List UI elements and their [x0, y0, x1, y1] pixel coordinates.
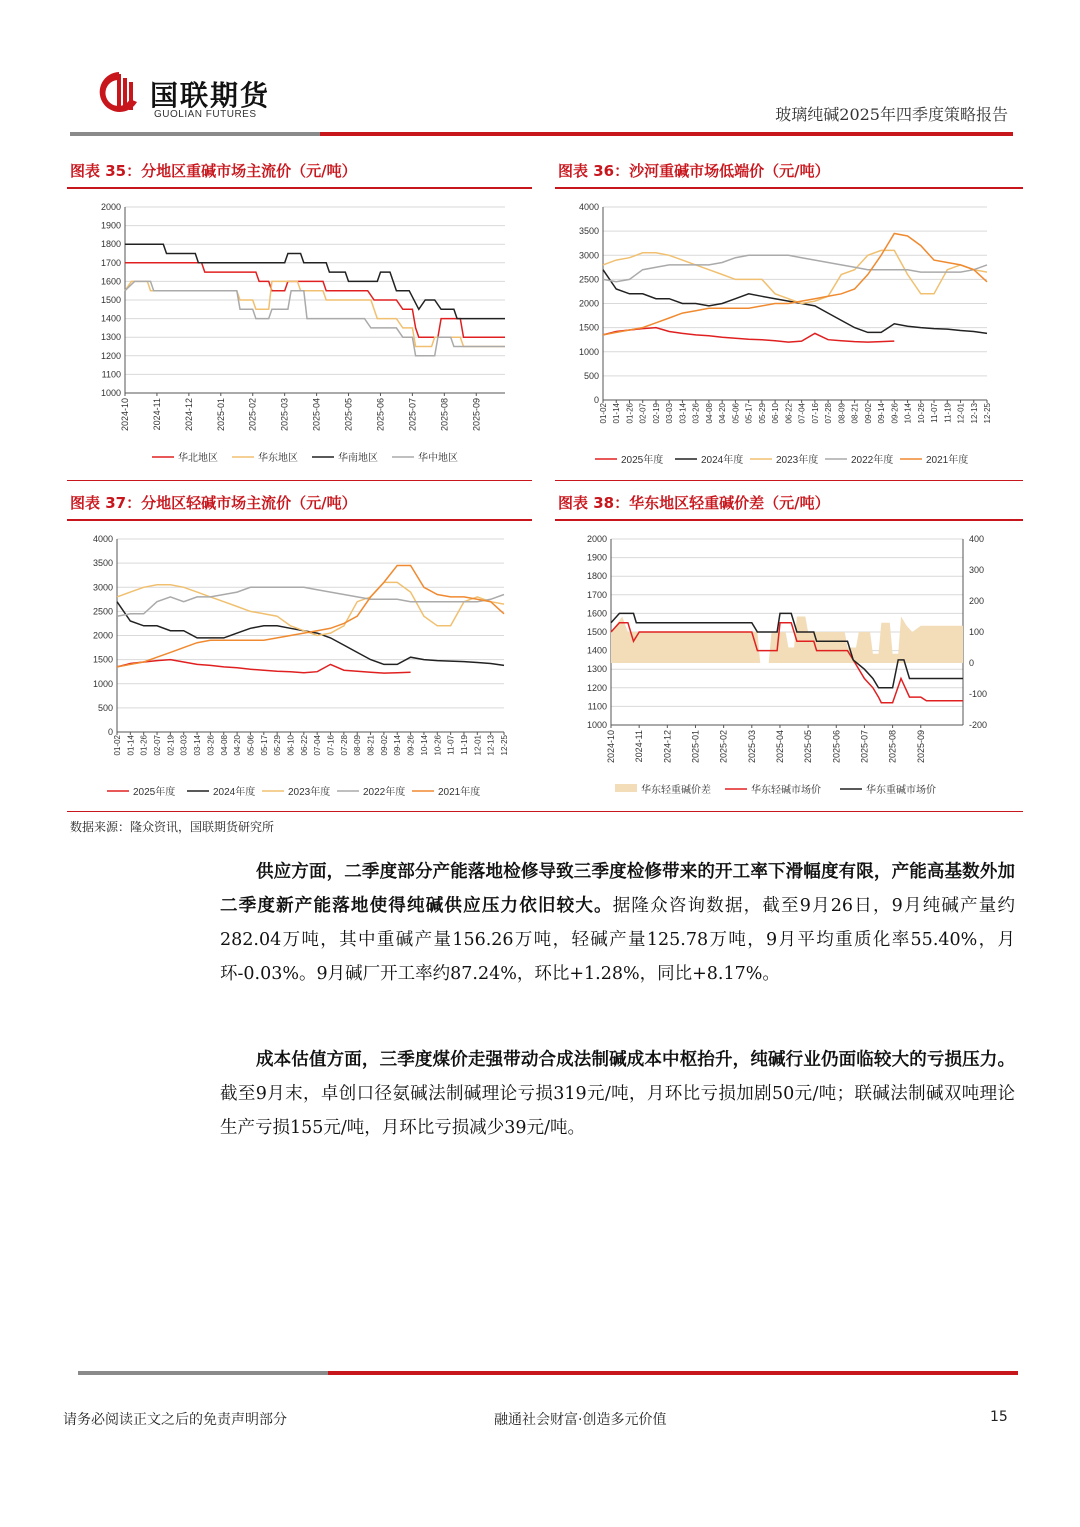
- x-tick-label: 2025-04: [774, 730, 785, 764]
- x-tick-label: 08-09: [353, 735, 363, 756]
- x-tick-label: 10-26: [433, 735, 443, 756]
- x-tick-label: 2025-02: [247, 398, 258, 432]
- y-tick-label: 2000: [100, 202, 121, 212]
- legend-label: 华东地区: [258, 453, 298, 464]
- y-tick-label: 3500: [92, 558, 113, 569]
- x-tick-label: 07-04: [313, 735, 323, 756]
- x-tick-label: 01-26: [139, 735, 149, 756]
- series-line-4: [117, 566, 504, 667]
- y-tick-label: 1000: [100, 388, 121, 398]
- x-tick-label: 12-25: [500, 735, 509, 756]
- x-tick-label: 2025-07: [859, 730, 870, 764]
- x-tick-label: 2024-12: [662, 730, 673, 764]
- x-tick-label: 2024-11: [151, 398, 162, 431]
- y2-tick-label: 400: [969, 534, 985, 544]
- paragraph-cost: [220, 1043, 1015, 1145]
- x-tick-label: 01-26: [625, 403, 635, 424]
- x-tick-label: 02-07: [638, 403, 648, 424]
- paragraph-supply-lead: 供应方面，二季度部分产能落地检修导致三季度检修带来的开工率下滑幅度有限，产能高基数外加二季度新产能落地使得纯碱供应压力依旧较大。: [220, 862, 1015, 916]
- y-tick-label: 500: [583, 370, 599, 381]
- legend-label: 华南地区: [338, 453, 378, 464]
- area-series-spread: [611, 617, 963, 664]
- x-tick-label: 2025-06: [831, 730, 842, 764]
- legend-label: 2021年度: [438, 787, 481, 798]
- x-tick-label: 05-17: [744, 403, 754, 424]
- x-tick-label: 01-14: [126, 735, 136, 756]
- x-tick-label: 2025-03: [279, 398, 290, 432]
- x-tick-label: 2025-08: [439, 398, 450, 432]
- x-tick-label: 06-10: [771, 403, 781, 424]
- logo: [97, 68, 141, 118]
- y-tick-label: 2500: [578, 274, 599, 285]
- x-tick-label: 04-08: [219, 735, 229, 756]
- legend-label: 2021年度: [926, 455, 969, 466]
- y-tick-label: 1400: [586, 645, 607, 656]
- x-tick-label: 2025-05: [343, 398, 354, 432]
- x-tick-label: 05-17: [259, 735, 269, 756]
- y-tick-label: 1800: [586, 571, 607, 582]
- y-tick-label: 1800: [100, 239, 121, 250]
- x-tick-label: 2025-09: [915, 730, 926, 764]
- x-tick-label: 09-02: [379, 735, 389, 756]
- footer-divider-gray: [78, 1371, 328, 1375]
- y-tick-label: 3000: [578, 250, 599, 261]
- y2-tick-label: 100: [969, 627, 985, 637]
- x-tick-label: 12-01: [473, 735, 483, 756]
- figure-37-title: 图表 37：分地区轻碱市场主流价（元/吨）: [70, 494, 357, 512]
- y-tick-label: 0: [107, 727, 113, 737]
- series-line-2: [117, 582, 504, 635]
- y-tick-label: 1900: [586, 552, 607, 563]
- chart-37-svg: [67, 527, 532, 807]
- y-tick-label: 2000: [578, 298, 599, 309]
- figures-bottom-rule: [67, 811, 1023, 812]
- figure-37-rule: [67, 519, 532, 521]
- chart-36-svg: [555, 195, 1023, 475]
- x-tick-label: 09-26: [890, 403, 900, 424]
- x-tick-label: 02-07: [153, 735, 163, 756]
- y-tick-label: 4000: [578, 202, 599, 212]
- y-tick-label: 1500: [92, 654, 113, 665]
- x-tick-label: 2025-07: [407, 398, 418, 432]
- x-tick-label: 2025-09: [471, 398, 482, 432]
- y-tick-label: 1500: [578, 322, 599, 333]
- paragraph-cost-lead: 成本估值方面，三季度煤价走强带动合成法制碱成本中枢抬升，纯碱行业仍面临较大的亏损压力。: [256, 1050, 1015, 1070]
- y-tick-label: 1700: [100, 257, 121, 268]
- figure-35-title: 图表 35：分地区重碱市场主流价（元/吨）: [70, 162, 357, 180]
- paragraph-supply-body: 据隆众咨询数据，截至9月26日，9月纯碱产量约282.04万吨，其中重碱产量156.26万吨，轻碱产量125.78万吨，9月平均重质化率55.40%，月环-0.03%。9月碱厂开工率约87.24%，环比+1.28%，同比+8.17%。: [220, 896, 1015, 984]
- paragraph-supply: [220, 855, 1015, 991]
- legend-label: 华中地区: [418, 453, 458, 464]
- chart-38-svg: [555, 527, 1023, 807]
- x-tick-label: 2024-11: [634, 730, 645, 763]
- x-tick-label: 10-14: [903, 403, 913, 424]
- header-divider-red: [320, 132, 1013, 136]
- footer-slogan: 融通社会财富·创造多元价值: [494, 1412, 667, 1428]
- legend-label: 华东重碱市场价: [866, 785, 936, 796]
- y2-tick-label: 0: [969, 658, 975, 668]
- page-number: 15: [990, 1409, 1008, 1425]
- y-tick-label: 1300: [586, 664, 607, 675]
- x-tick-label: 06-10: [286, 735, 296, 756]
- x-tick-label: 2024-12: [183, 398, 194, 432]
- y-tick-label: 1900: [100, 220, 121, 231]
- x-tick-label: 12-13: [486, 735, 496, 756]
- y-tick-label: 2500: [92, 606, 113, 617]
- y-tick-label: 1000: [92, 678, 113, 689]
- x-tick-label: 03-26: [691, 403, 701, 424]
- series-line-0: [603, 328, 894, 343]
- figure-38-title: 图表 38：华东地区轻重碱价差（元/吨）: [558, 494, 830, 512]
- chart-36: [555, 195, 1023, 475]
- figure-35-rule: [67, 187, 532, 189]
- x-tick-label: 11-19: [459, 735, 469, 755]
- legend-label: 2022年度: [363, 787, 406, 798]
- y-tick-label: 0: [593, 395, 599, 405]
- y-tick-label: 1300: [100, 332, 121, 343]
- x-tick-label: 03-14: [193, 735, 203, 756]
- legend-label: 2025年度: [133, 787, 176, 798]
- x-tick-label: 04-20: [718, 403, 728, 424]
- x-tick-label: 01-14: [612, 403, 622, 424]
- y2-tick-label: 300: [969, 565, 985, 575]
- series-line-0: [117, 660, 411, 674]
- y-tick-label: 1600: [586, 608, 607, 619]
- x-tick-label: 05-29: [273, 735, 283, 756]
- x-tick-label: 01-02: [113, 735, 122, 756]
- x-tick-label: 06-22: [784, 403, 794, 424]
- x-tick-label: 10-14: [419, 735, 429, 756]
- x-tick-label: 05-29: [757, 403, 767, 424]
- y-tick-label: 1100: [101, 369, 121, 380]
- series-line-2: [603, 250, 987, 303]
- legend-label: 2022年度: [851, 455, 894, 466]
- y-tick-label: 1500: [586, 627, 607, 637]
- chart-38: [555, 527, 1023, 807]
- legend-label: 华东轻碱市场价: [751, 785, 821, 796]
- legend-label: 2024年度: [701, 455, 744, 466]
- x-tick-label: 2025-04: [311, 398, 322, 432]
- footer-divider-red: [328, 1371, 1018, 1375]
- x-tick-label: 2025-01: [215, 398, 226, 432]
- x-tick-label: 2025-08: [887, 730, 898, 764]
- x-tick-label: 2025-05: [803, 730, 814, 764]
- x-tick-label: 03-03: [665, 403, 675, 424]
- x-tick-label: 03-26: [206, 735, 216, 756]
- x-tick-label: 12-13: [969, 403, 979, 424]
- x-tick-label: 09-14: [393, 735, 403, 756]
- x-tick-label: 08-21: [366, 735, 376, 756]
- legend-label: 华北地区: [178, 453, 218, 464]
- x-tick-label: 12-01: [956, 403, 966, 424]
- x-tick-label: 2025-03: [746, 730, 757, 764]
- y-tick-label: 1000: [586, 720, 607, 730]
- chart-37: [67, 527, 532, 807]
- legend-label: 2023年度: [776, 455, 819, 466]
- row2-top-rule-right: [555, 480, 1023, 481]
- y-tick-label: 3000: [92, 582, 113, 593]
- y-tick-label: 1100: [587, 701, 607, 712]
- report-title: 玻璃纯碱2025年四季度策略报告: [775, 105, 1008, 124]
- y-tick-label: 2000: [92, 630, 113, 641]
- series-line-4: [603, 234, 987, 335]
- x-tick-label: 11-07: [930, 403, 940, 423]
- y-tick-label: 500: [97, 702, 113, 713]
- legend-label: 华东轻重碱价差: [641, 785, 711, 796]
- x-tick-label: 02-19: [651, 403, 661, 424]
- legend-swatch: [615, 784, 637, 792]
- series-line-3: [603, 255, 987, 281]
- x-tick-label: 07-16: [326, 735, 336, 756]
- y-tick-label: 1400: [100, 313, 121, 324]
- x-tick-label: 07-28: [824, 403, 834, 424]
- figure-36-title: 图表 36：沙河重碱市场低端价（元/吨）: [558, 162, 830, 180]
- data-source: 数据来源：隆众资讯，国联期货研究所: [70, 820, 275, 834]
- x-tick-label: 2024-10: [120, 398, 130, 432]
- y2-tick-label: 200: [969, 596, 985, 606]
- row2-top-rule-left: [67, 480, 532, 481]
- x-tick-label: 03-14: [678, 403, 688, 424]
- x-tick-label: 04-08: [704, 403, 714, 424]
- y-tick-label: 1200: [586, 682, 607, 693]
- x-tick-label: 2024-10: [606, 730, 616, 764]
- y2-tick-label: -100: [969, 689, 988, 699]
- x-tick-label: 11-19: [943, 403, 953, 423]
- y-tick-label: 1700: [586, 589, 607, 600]
- y-tick-label: 1600: [100, 276, 121, 287]
- x-tick-label: 2025-01: [690, 730, 701, 764]
- x-tick-label: 2025-02: [718, 730, 729, 764]
- x-tick-label: 10-26: [916, 403, 926, 424]
- figure-38-rule: [555, 519, 1023, 521]
- x-tick-label: 05-06: [246, 735, 256, 756]
- x-tick-label: 09-02: [863, 403, 873, 424]
- y-tick-label: 3500: [578, 226, 599, 237]
- legend-label: 2023年度: [288, 787, 331, 798]
- y-tick-label: 1200: [100, 350, 121, 361]
- x-tick-label: 2025-06: [375, 398, 386, 432]
- y-tick-label: 4000: [92, 534, 113, 544]
- x-tick-label: 12-25: [983, 403, 992, 424]
- y-tick-label: 2000: [586, 534, 607, 544]
- figure-36-rule: [555, 187, 1023, 189]
- chart-35: [67, 195, 532, 475]
- y-tick-label: 1500: [100, 295, 121, 305]
- x-tick-label: 07-28: [339, 735, 349, 756]
- x-tick-label: 09-14: [877, 403, 887, 424]
- x-tick-label: 07-04: [797, 403, 807, 424]
- legend-label: 2025年度: [621, 455, 664, 466]
- x-tick-label: 06-22: [299, 735, 309, 756]
- x-tick-label: 07-16: [810, 403, 820, 424]
- chart-35-svg: [67, 195, 532, 475]
- paragraph-cost-body: 截至9月末，卓创口径氨碱法制碱理论亏损319元/吨，月环比亏损加剧50元/吨；联碱法制碱双吨理论生产亏损155元/吨，月环比亏损减少39元/吨。: [220, 1084, 1015, 1138]
- header-divider-gray: [70, 132, 320, 136]
- x-tick-label: 01-02: [599, 403, 608, 424]
- footer-disclaimer: 请务必阅读正文之后的免责声明部分: [63, 1412, 287, 1428]
- x-tick-label: 03-03: [179, 735, 189, 756]
- y-tick-label: 1000: [578, 346, 599, 357]
- x-tick-label: 05-06: [731, 403, 741, 424]
- logo-mark-icon: [97, 68, 141, 118]
- x-tick-label: 11-07: [446, 735, 456, 755]
- x-tick-label: 02-19: [166, 735, 176, 756]
- x-tick-label: 08-21: [850, 403, 860, 424]
- brand-name: 国联期货: [150, 79, 271, 112]
- x-tick-label: 04-20: [233, 735, 243, 756]
- legend-label: 2024年度: [213, 787, 256, 798]
- x-tick-label: 09-26: [406, 735, 416, 756]
- y2-tick-label: -200: [969, 720, 988, 730]
- x-tick-label: 08-09: [837, 403, 847, 424]
- brand-name-en: GUOLIAN FUTURES: [154, 109, 257, 120]
